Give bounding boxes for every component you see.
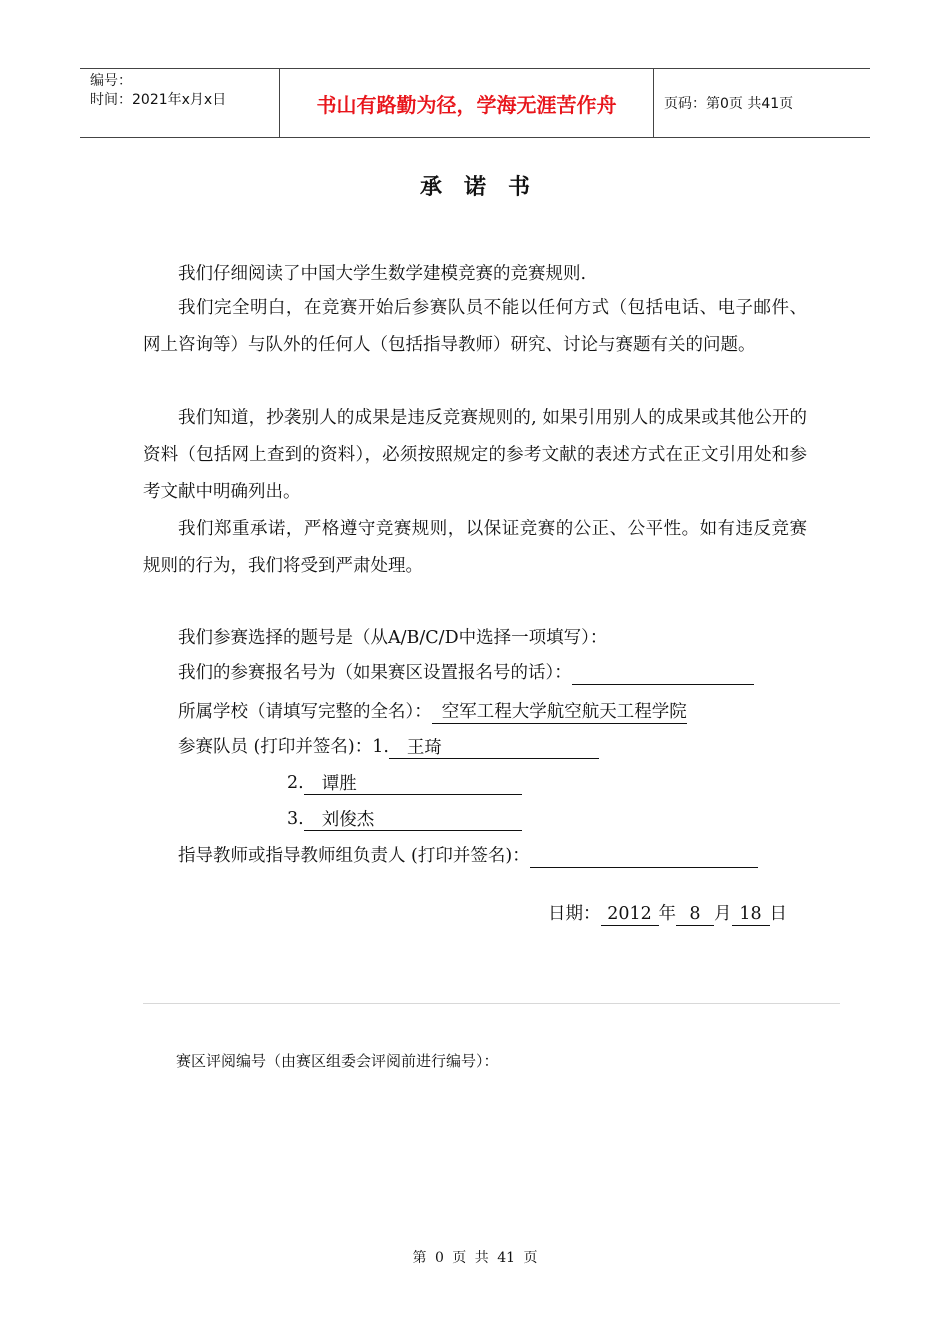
review-number-label: 赛区评阅编号（由赛区组委会评阅前进行编号）： bbox=[176, 1052, 499, 1070]
members-row-2 bbox=[287, 771, 522, 795]
problem-number-row bbox=[178, 626, 607, 650]
date-year-unit: 年 bbox=[658, 904, 676, 924]
header-motto: 书山有路勤为径，学海无涯苦作舟 bbox=[280, 69, 654, 137]
paragraph-3: 我们知道，抄袭别人的成果是违反竞赛规则的, 如果引用别人的成果或其他公开的资料（包括网上查到的资料），必须按照规定的参考文献的表述方式在正文引用处和参考文献中明确列出。 bbox=[143, 408, 807, 502]
page-footer: 第 0 页 共 41 页 bbox=[412, 1250, 538, 1266]
advisor-label: 指导教师或指导教师组负责人 (打印并签名)： bbox=[178, 846, 530, 866]
date-year-field[interactable]: 2012 bbox=[601, 903, 659, 926]
school-field[interactable]: 空军工程大学航空航天工程学院 bbox=[432, 701, 687, 724]
paragraph-4: 我们郑重承诺，严格遵守竞赛规则，以保证竞赛的公正、公平性。如有违反竞赛规则的行为，我们将受到严肃处理。 bbox=[143, 519, 807, 576]
paragraph-2: 我们完全明白，在竞赛开始后参赛队员不能以任何方式（包括电话、电子邮件、网上咨询等）与队外的任何人（包括指导教师）研究、讨论与赛题有关的问题。 bbox=[143, 298, 807, 355]
page-header bbox=[80, 68, 870, 138]
registration-label: 我们的参赛报名号为（如果赛区设置报名号的话）： bbox=[178, 663, 572, 683]
date-row bbox=[548, 902, 787, 926]
header-page-info: 页码：第0页 共41页 bbox=[664, 96, 794, 112]
date-month-field[interactable]: 8 bbox=[676, 903, 714, 926]
registration-row bbox=[178, 661, 754, 685]
member-1-field[interactable]: 王琦 bbox=[389, 737, 599, 759]
school-row bbox=[178, 700, 687, 724]
document-number-label: 编号： bbox=[90, 73, 132, 89]
date-label: 日期： bbox=[548, 904, 601, 924]
member-3-number: 3. bbox=[287, 809, 304, 829]
date-day-field[interactable]: 18 bbox=[732, 903, 770, 926]
advisor-row bbox=[178, 844, 758, 868]
registration-field[interactable] bbox=[572, 662, 754, 685]
advisor-field[interactable] bbox=[530, 845, 758, 868]
problem-number-label: 我们参赛选择的题号是（从A/B/C/D中选择一项填写）： bbox=[178, 628, 608, 648]
member-1-number: 1. bbox=[372, 737, 389, 757]
paragraph-1: 我们仔细阅读了中国大学生数学建模竞赛的竞赛规则. bbox=[178, 264, 587, 284]
members-label: 参赛队员 (打印并签名)： bbox=[178, 737, 373, 757]
document-time-label: 时间：2021年x月x日 bbox=[90, 92, 227, 108]
school-label: 所属学校（请填写完整的全名）： bbox=[178, 702, 432, 722]
date-day-unit: 日 bbox=[769, 904, 787, 924]
section-divider bbox=[143, 1003, 840, 1004]
page-title: 承诺书 bbox=[419, 174, 552, 200]
header-meta bbox=[80, 69, 280, 137]
member-2-number: 2. bbox=[287, 773, 304, 793]
member-3-field[interactable]: 刘俊杰 bbox=[304, 809, 522, 831]
member-2-field[interactable]: 谭胜 bbox=[304, 773, 522, 795]
members-row-1 bbox=[178, 735, 599, 759]
members-row-3 bbox=[287, 807, 522, 831]
date-month-unit: 月 bbox=[714, 904, 732, 924]
